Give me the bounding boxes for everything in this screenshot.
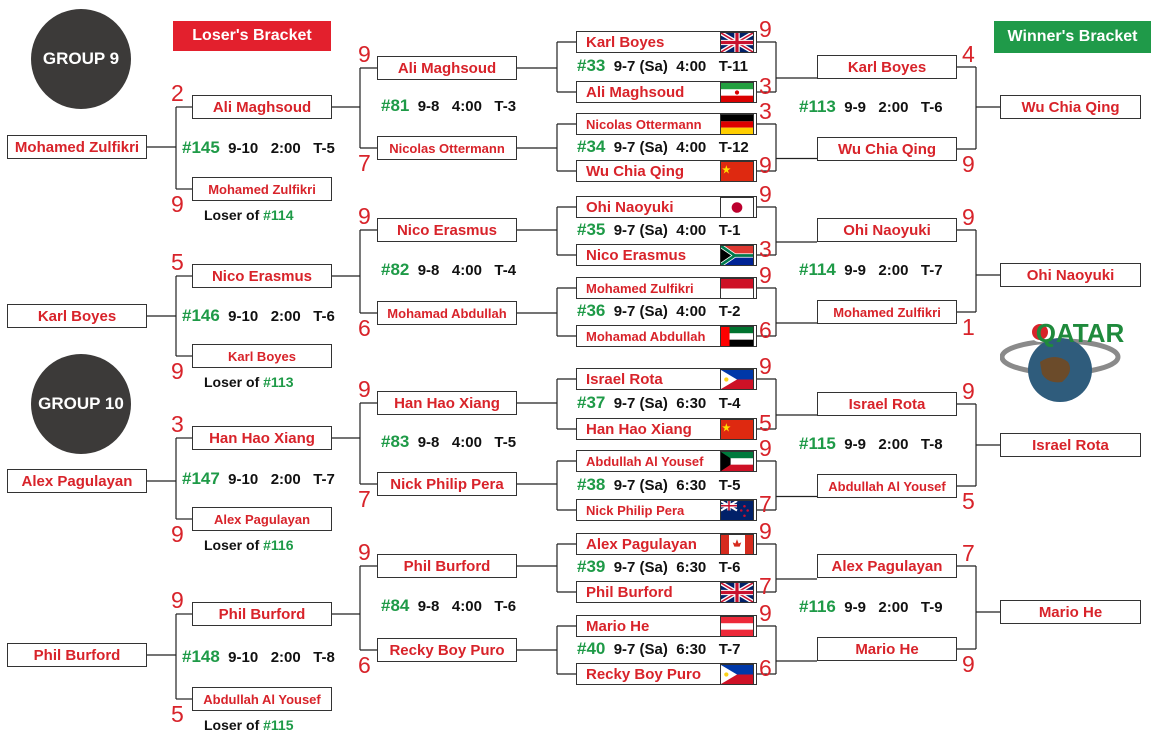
match-number: #115 xyxy=(799,434,836,453)
match-number: #147 xyxy=(182,468,220,488)
match-info xyxy=(381,260,516,280)
match-details: 9-8 4:00 T-6 xyxy=(409,598,517,615)
match-number: #37 xyxy=(577,393,606,412)
player-name: Israel Rota xyxy=(1032,436,1109,454)
score-value: 1 xyxy=(962,314,975,340)
match-number: #39 xyxy=(577,557,606,576)
jp-flag-icon xyxy=(720,197,754,218)
player-box xyxy=(817,55,957,79)
match-details: 9-7 (Sa) 6:30 T-4 xyxy=(605,395,741,412)
player-name: Phil Burford xyxy=(586,583,673,601)
match-info xyxy=(182,306,335,326)
score-value: 9 xyxy=(759,16,772,42)
player-box xyxy=(377,56,517,80)
match-number: #35 xyxy=(577,220,606,239)
za-flag-icon xyxy=(720,245,754,266)
losers-bracket-banner xyxy=(173,21,331,51)
score-value: 9 xyxy=(759,353,772,379)
match-number: #36 xyxy=(577,301,606,320)
score-value: 2 xyxy=(171,80,184,106)
player-name: Wu Chia Qing xyxy=(586,162,685,180)
score-value: 9 xyxy=(962,378,975,404)
player-name: Nico Erasmus xyxy=(396,221,498,239)
player-name: Mohamed Zulfikri xyxy=(586,280,694,296)
player-box xyxy=(192,602,332,626)
player-box xyxy=(817,137,957,161)
player-box xyxy=(377,301,517,325)
losers-bracket-title: Loser's Bracket xyxy=(192,27,312,44)
score-value: 9 xyxy=(171,521,184,547)
match-info xyxy=(577,557,740,577)
match-number: #146 xyxy=(182,306,220,325)
player-name: Ali Maghsoud xyxy=(212,98,312,116)
player-name: Nick Philip Pera xyxy=(586,502,685,518)
match-info xyxy=(182,138,335,158)
player-box xyxy=(817,554,957,578)
loser-of-label: Loser of xyxy=(204,374,260,390)
advancing-player-box xyxy=(1000,600,1141,624)
match-details: 9-8 4:00 T-5 xyxy=(409,433,517,451)
entrant-box xyxy=(7,135,147,159)
score-value: 3 xyxy=(759,236,772,262)
match-number: #40 xyxy=(577,639,606,658)
player-name: Mohamad Abdullah xyxy=(387,305,507,321)
match-info xyxy=(577,220,740,240)
player-name: Alex Pagulayan xyxy=(586,535,697,553)
winners-bracket-title: Winner's Bracket xyxy=(1007,28,1138,45)
score-value: 6 xyxy=(358,652,371,678)
player-name: Mohamed Zulfikri xyxy=(14,138,140,156)
match-info xyxy=(577,475,740,495)
player-name: Mohamed Zulfikri xyxy=(208,181,316,197)
player-name: Ohi Naoyuki xyxy=(586,198,674,216)
match-details: 9-8 4:00 T-4 xyxy=(409,261,517,279)
loser-of-note xyxy=(204,374,294,390)
nz-flag-icon xyxy=(720,500,754,521)
match-details: 9-7 (Sa) 4:00 T-2 xyxy=(605,303,741,320)
match-info xyxy=(381,596,516,616)
loser-of-match-number: #114 xyxy=(259,207,294,223)
match-number: #33 xyxy=(577,56,606,75)
match-info xyxy=(182,647,335,667)
player-name: Mario He xyxy=(1038,603,1103,621)
loser-of-match-number: #116 xyxy=(259,537,294,553)
score-value: 7 xyxy=(759,491,772,517)
player-name: Mario He xyxy=(855,640,919,658)
player-name: Wu Chia Qing xyxy=(1021,98,1120,116)
loser-of-match-number: #113 xyxy=(259,374,294,390)
entrant-box xyxy=(7,643,147,667)
loser-of-label: Loser of xyxy=(204,537,260,553)
match-number: #83 xyxy=(381,431,410,451)
player-box xyxy=(817,392,957,416)
player-name: Ali Maghsoud xyxy=(397,59,497,77)
ae-flag-icon xyxy=(720,326,754,347)
score-value: 9 xyxy=(171,587,184,613)
player-box xyxy=(192,344,332,368)
player-box xyxy=(817,218,957,242)
match-info xyxy=(577,393,740,413)
match-number: #113 xyxy=(799,97,836,116)
player-name: Recky Boy Puro xyxy=(389,641,505,659)
player-box xyxy=(192,264,332,288)
score-value: 9 xyxy=(759,181,772,207)
match-number: #84 xyxy=(381,596,410,615)
player-name: Wu Chia Qing xyxy=(837,140,937,158)
player-name: Mohamad Abdullah xyxy=(586,328,706,344)
score-value: 6 xyxy=(759,317,772,343)
score-value: 9 xyxy=(358,41,371,67)
match-details: 9-7 (Sa) 4:00 T-12 xyxy=(605,138,749,156)
de-flag-icon xyxy=(720,114,754,135)
ph-flag-icon xyxy=(720,664,754,685)
player-name: Ohi Naoyuki xyxy=(843,221,931,239)
score-value: 7 xyxy=(962,540,975,566)
match-details: 9-7 (Sa) 4:00 T-1 xyxy=(605,222,741,239)
match-number: #34 xyxy=(577,136,606,156)
score-value: 9 xyxy=(759,518,772,544)
player-box xyxy=(192,426,332,450)
loser-of-label: Loser of xyxy=(204,717,260,733)
score-value: 9 xyxy=(759,435,772,461)
gb-flag-icon xyxy=(720,582,754,603)
player-name: Han Hao Xiang xyxy=(394,394,500,412)
score-value: 7 xyxy=(358,150,371,176)
match-info xyxy=(381,432,516,452)
match-info xyxy=(799,597,943,617)
group-9-badge xyxy=(31,9,131,109)
match-info xyxy=(577,301,740,321)
player-name: Nico Erasmus xyxy=(211,267,313,285)
score-value: 3 xyxy=(759,73,772,99)
player-name: Ali Maghsoud xyxy=(586,83,685,101)
score-value: 5 xyxy=(171,701,184,727)
player-box xyxy=(377,638,517,662)
score-value: 9 xyxy=(358,539,371,565)
match-details: 9-10 2:00 T-8 xyxy=(219,648,335,666)
score-value: 9 xyxy=(962,151,975,177)
score-value: 9 xyxy=(759,152,772,178)
match-details: 9-10 2:00 T-7 xyxy=(219,470,335,488)
ca-flag-icon xyxy=(720,534,754,555)
player-box xyxy=(377,391,517,415)
advancing-player-box xyxy=(1000,95,1141,119)
player-box xyxy=(192,687,332,711)
score-value: 6 xyxy=(358,315,371,341)
match-number: #82 xyxy=(381,259,410,279)
match-number: #148 xyxy=(182,646,220,666)
match-details: 9-9 2:00 T-8 xyxy=(835,436,943,453)
score-value: 3 xyxy=(171,411,184,437)
player-box xyxy=(377,136,517,160)
gb-flag-icon xyxy=(720,32,754,53)
score-value: 9 xyxy=(171,358,184,384)
match-details: 9-7 (Sa) 6:30 T-5 xyxy=(605,476,741,494)
entrant-box xyxy=(7,304,147,328)
score-value: 4 xyxy=(962,41,975,67)
match-number: #116 xyxy=(799,596,836,616)
group-10-label: GROUP 10 xyxy=(38,394,124,413)
match-info xyxy=(577,137,749,157)
match-details: 9-9 2:00 T-9 xyxy=(835,598,943,616)
score-value: 5 xyxy=(759,410,772,436)
player-name: Karl Boyes xyxy=(228,348,296,364)
score-value: 9 xyxy=(962,204,975,230)
cn-flag-icon xyxy=(720,161,754,182)
ph-flag-icon xyxy=(720,369,754,390)
player-box xyxy=(817,474,957,498)
match-details: 9-10 2:00 T-5 xyxy=(219,140,335,157)
player-box xyxy=(192,95,332,119)
player-name: Karl Boyes xyxy=(847,58,927,76)
group-10-badge xyxy=(31,354,131,454)
player-name: Ohi Naoyuki xyxy=(1026,266,1115,284)
match-number: #114 xyxy=(799,260,836,279)
loser-of-label: Loser of xyxy=(204,207,260,223)
player-name: Nicolas Ottermann xyxy=(389,140,505,156)
score-value: 9 xyxy=(759,262,772,288)
score-value: 9 xyxy=(358,203,371,229)
at-flag-icon xyxy=(720,616,754,637)
player-name: Israel Rota xyxy=(848,395,926,413)
player-name: Nick Philip Pera xyxy=(390,475,504,493)
ir-flag-icon xyxy=(720,82,754,103)
advancing-player-box xyxy=(1000,433,1141,457)
match-details: 9-9 2:00 T-6 xyxy=(835,99,943,116)
score-value: 7 xyxy=(759,573,772,599)
player-name: Han Hao Xiang xyxy=(586,420,692,438)
match-info xyxy=(799,97,943,117)
score-value: 9 xyxy=(171,191,184,217)
player-box xyxy=(377,218,517,242)
player-box xyxy=(817,300,957,324)
score-value: 9 xyxy=(759,600,772,626)
advancing-player-box xyxy=(1000,263,1141,287)
player-name: Alex Pagulayan xyxy=(21,472,133,490)
match-info xyxy=(799,260,943,280)
player-name: Alex Pagulayan xyxy=(213,511,311,527)
score-value: 5 xyxy=(171,249,184,275)
player-box xyxy=(192,507,332,531)
match-number: #81 xyxy=(381,96,410,115)
player-box xyxy=(377,472,517,496)
score-value: 3 xyxy=(759,98,772,124)
loser-of-note xyxy=(204,537,294,553)
player-name: Abdullah Al Yousef xyxy=(203,691,321,707)
player-box xyxy=(817,637,957,661)
player-name: Karl Boyes xyxy=(37,307,117,325)
match-number: #38 xyxy=(577,474,606,494)
player-name: Han Hao Xiang xyxy=(209,429,315,447)
player-box xyxy=(192,177,332,201)
score-value: 9 xyxy=(358,376,371,402)
match-details: 9-8 4:00 T-3 xyxy=(409,98,517,115)
match-details: 9-7 (Sa) 4:00 T-11 xyxy=(605,58,748,75)
player-name: Mohamed Zulfikri xyxy=(833,304,941,320)
score-value: 6 xyxy=(759,655,772,681)
match-details: 9-9 2:00 T-7 xyxy=(835,262,943,279)
qatar-logo xyxy=(1000,312,1160,412)
player-name: Karl Boyes xyxy=(586,33,665,51)
id-flag-icon xyxy=(720,278,754,299)
group-9-label: GROUP 9 xyxy=(42,49,120,68)
entrant-box xyxy=(7,469,147,493)
winners-bracket-banner xyxy=(994,21,1151,53)
player-name: Abdullah Al Yousef xyxy=(828,478,946,494)
match-details: 9-7 (Sa) 6:30 T-7 xyxy=(605,641,741,658)
cn-flag-icon xyxy=(720,419,754,440)
player-name: Phil Burford xyxy=(33,646,121,664)
match-details: 9-10 2:00 T-6 xyxy=(219,308,335,325)
loser-of-note xyxy=(204,207,294,223)
player-box xyxy=(377,554,517,578)
player-name: Nico Erasmus xyxy=(586,246,687,264)
match-info xyxy=(381,96,516,116)
match-info xyxy=(799,434,943,454)
qatar-logo-text: QATAR xyxy=(1035,318,1125,348)
player-name: Phil Burford xyxy=(403,557,491,575)
player-name: Nicolas Ottermann xyxy=(586,116,702,132)
player-name: Recky Boy Puro xyxy=(586,665,702,683)
match-info xyxy=(577,639,740,659)
match-number: #145 xyxy=(182,138,220,157)
player-name: Phil Burford xyxy=(218,605,306,623)
loser-of-note xyxy=(204,717,294,733)
player-name: Mario He xyxy=(586,617,650,635)
score-value: 5 xyxy=(962,488,975,514)
player-name: Alex Pagulayan xyxy=(831,557,943,575)
kw-flag-icon xyxy=(720,451,754,472)
score-value: 7 xyxy=(358,486,371,512)
loser-of-match-number: #115 xyxy=(259,717,294,733)
player-name: Abdullah Al Yousef xyxy=(586,453,704,469)
match-details: 9-7 (Sa) 6:30 T-6 xyxy=(605,559,741,576)
match-info xyxy=(182,469,335,489)
match-info xyxy=(577,56,748,76)
score-value: 9 xyxy=(962,651,975,677)
player-name: Israel Rota xyxy=(586,370,663,388)
